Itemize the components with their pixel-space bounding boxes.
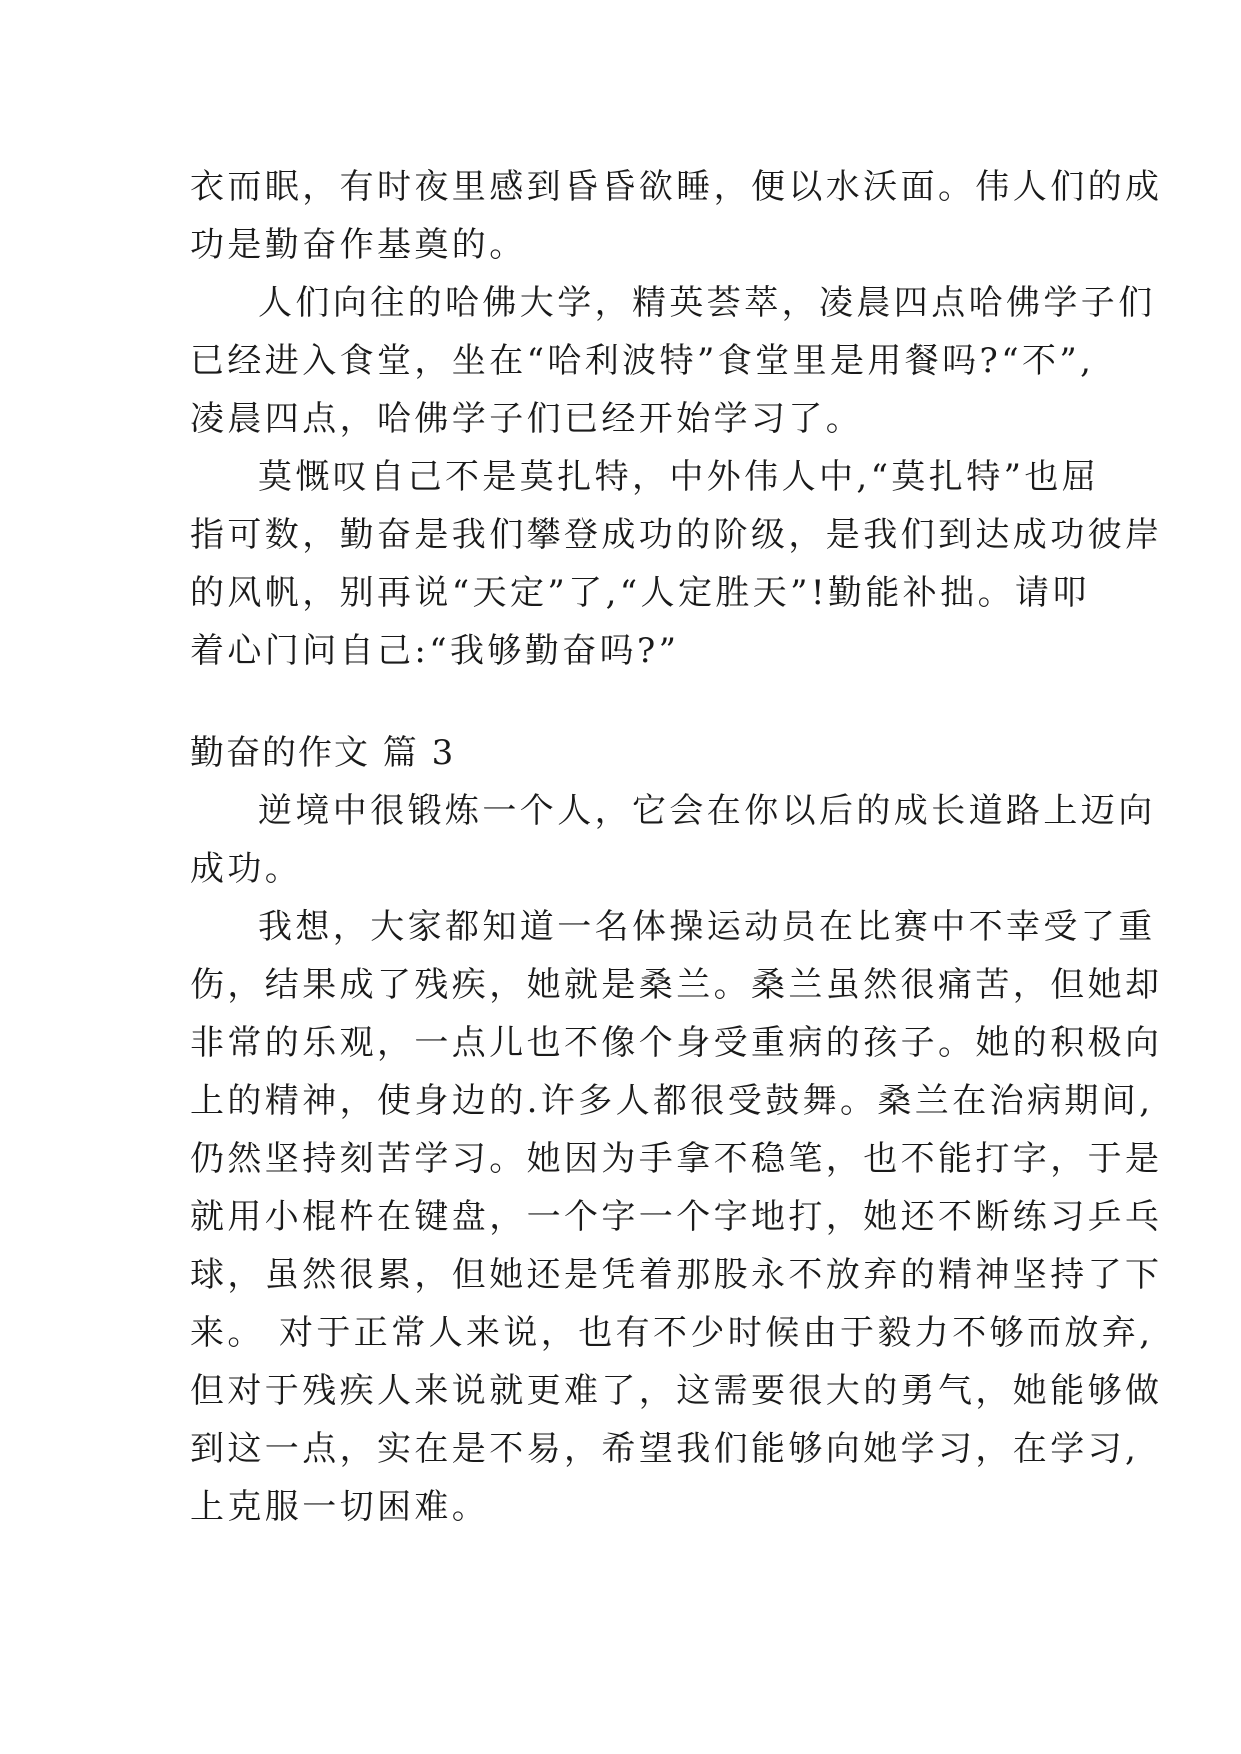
text-line: 着心门问自己:“我够勤奋吗?” [190, 631, 680, 671]
text-line: 伤，结果成了残疾，她就是桑兰。桑兰虽然很痛苦，但她却 [190, 965, 1163, 1005]
text-line: 指可数，勤奋是我们攀登成功的阶级，是我们到达成功彼岸 [190, 515, 1163, 555]
text-line: 我想，大家都知道一名体操运动员在比赛中不幸受了重 [258, 907, 1156, 947]
text-line: 仍然坚持刻苦学习。她因为手拿不稳笔，也不能打字，于是 [190, 1139, 1163, 1179]
document-body [190, 158, 1163, 1536]
text-line: 来。 对于正常人来说，也有不少时候由于毅力不够而放弃, [190, 1313, 1154, 1353]
text-line: 功是勤奋作基奠的。 [190, 225, 527, 265]
section-heading: 勤奋的作文 篇 3 [190, 733, 456, 773]
text-line: 上的精神，使身边的.许多人都很受鼓舞。桑兰在治病期间, [190, 1081, 1154, 1121]
text-line: 成功。 [190, 849, 303, 889]
paragraph-sanglan [190, 898, 1163, 1536]
text-line: 球，虽然很累，但她还是凭着那股永不放弃的精神坚持了下 [190, 1255, 1163, 1295]
text-line: 衣而眠，有时夜里感到昏昏欲睡，便以水沃面。伟人们的成 [190, 167, 1163, 207]
text-line: 凌晨四点，哈佛学子们已经开始学习了。 [190, 399, 864, 439]
text-line: 到这一点，实在是不易，希望我们能够向她学习，在学习, [190, 1429, 1140, 1469]
paragraph-harvard [190, 274, 1156, 448]
text-line: 的风帆，别再说“天定”了,“人定胜天”!勤能补拙。请叩 [190, 573, 1090, 613]
text-line: 莫慨叹自己不是莫扎特，中外伟人中,“莫扎特”也屈 [258, 457, 1100, 497]
paragraph-mozart [190, 448, 1163, 680]
text-line: 人们向往的哈佛大学，精英荟萃，凌晨四点哈佛学子们 [258, 283, 1156, 323]
text-line: 逆境中很锻炼一个人，它会在你以后的成长道路上迈向 [258, 791, 1156, 831]
text-line: 但对于残疾人来说就更难了，这需要很大的勇气，她能够做 [190, 1371, 1163, 1411]
text-line: 已经进入食堂，坐在“哈利波特”食堂里是用餐吗?“不”, [190, 341, 1095, 381]
text-line: 上克服一切困难。 [190, 1487, 490, 1527]
text-line: 就用小棍杵在键盘，一个字一个字地打，她还不断练习乒乓 [190, 1197, 1163, 1237]
paragraph-continuation [190, 158, 1163, 274]
text-line: 非常的乐观，一点儿也不像个身受重病的孩子。她的积极向 [190, 1023, 1163, 1063]
paragraph-adversity [190, 782, 1156, 898]
